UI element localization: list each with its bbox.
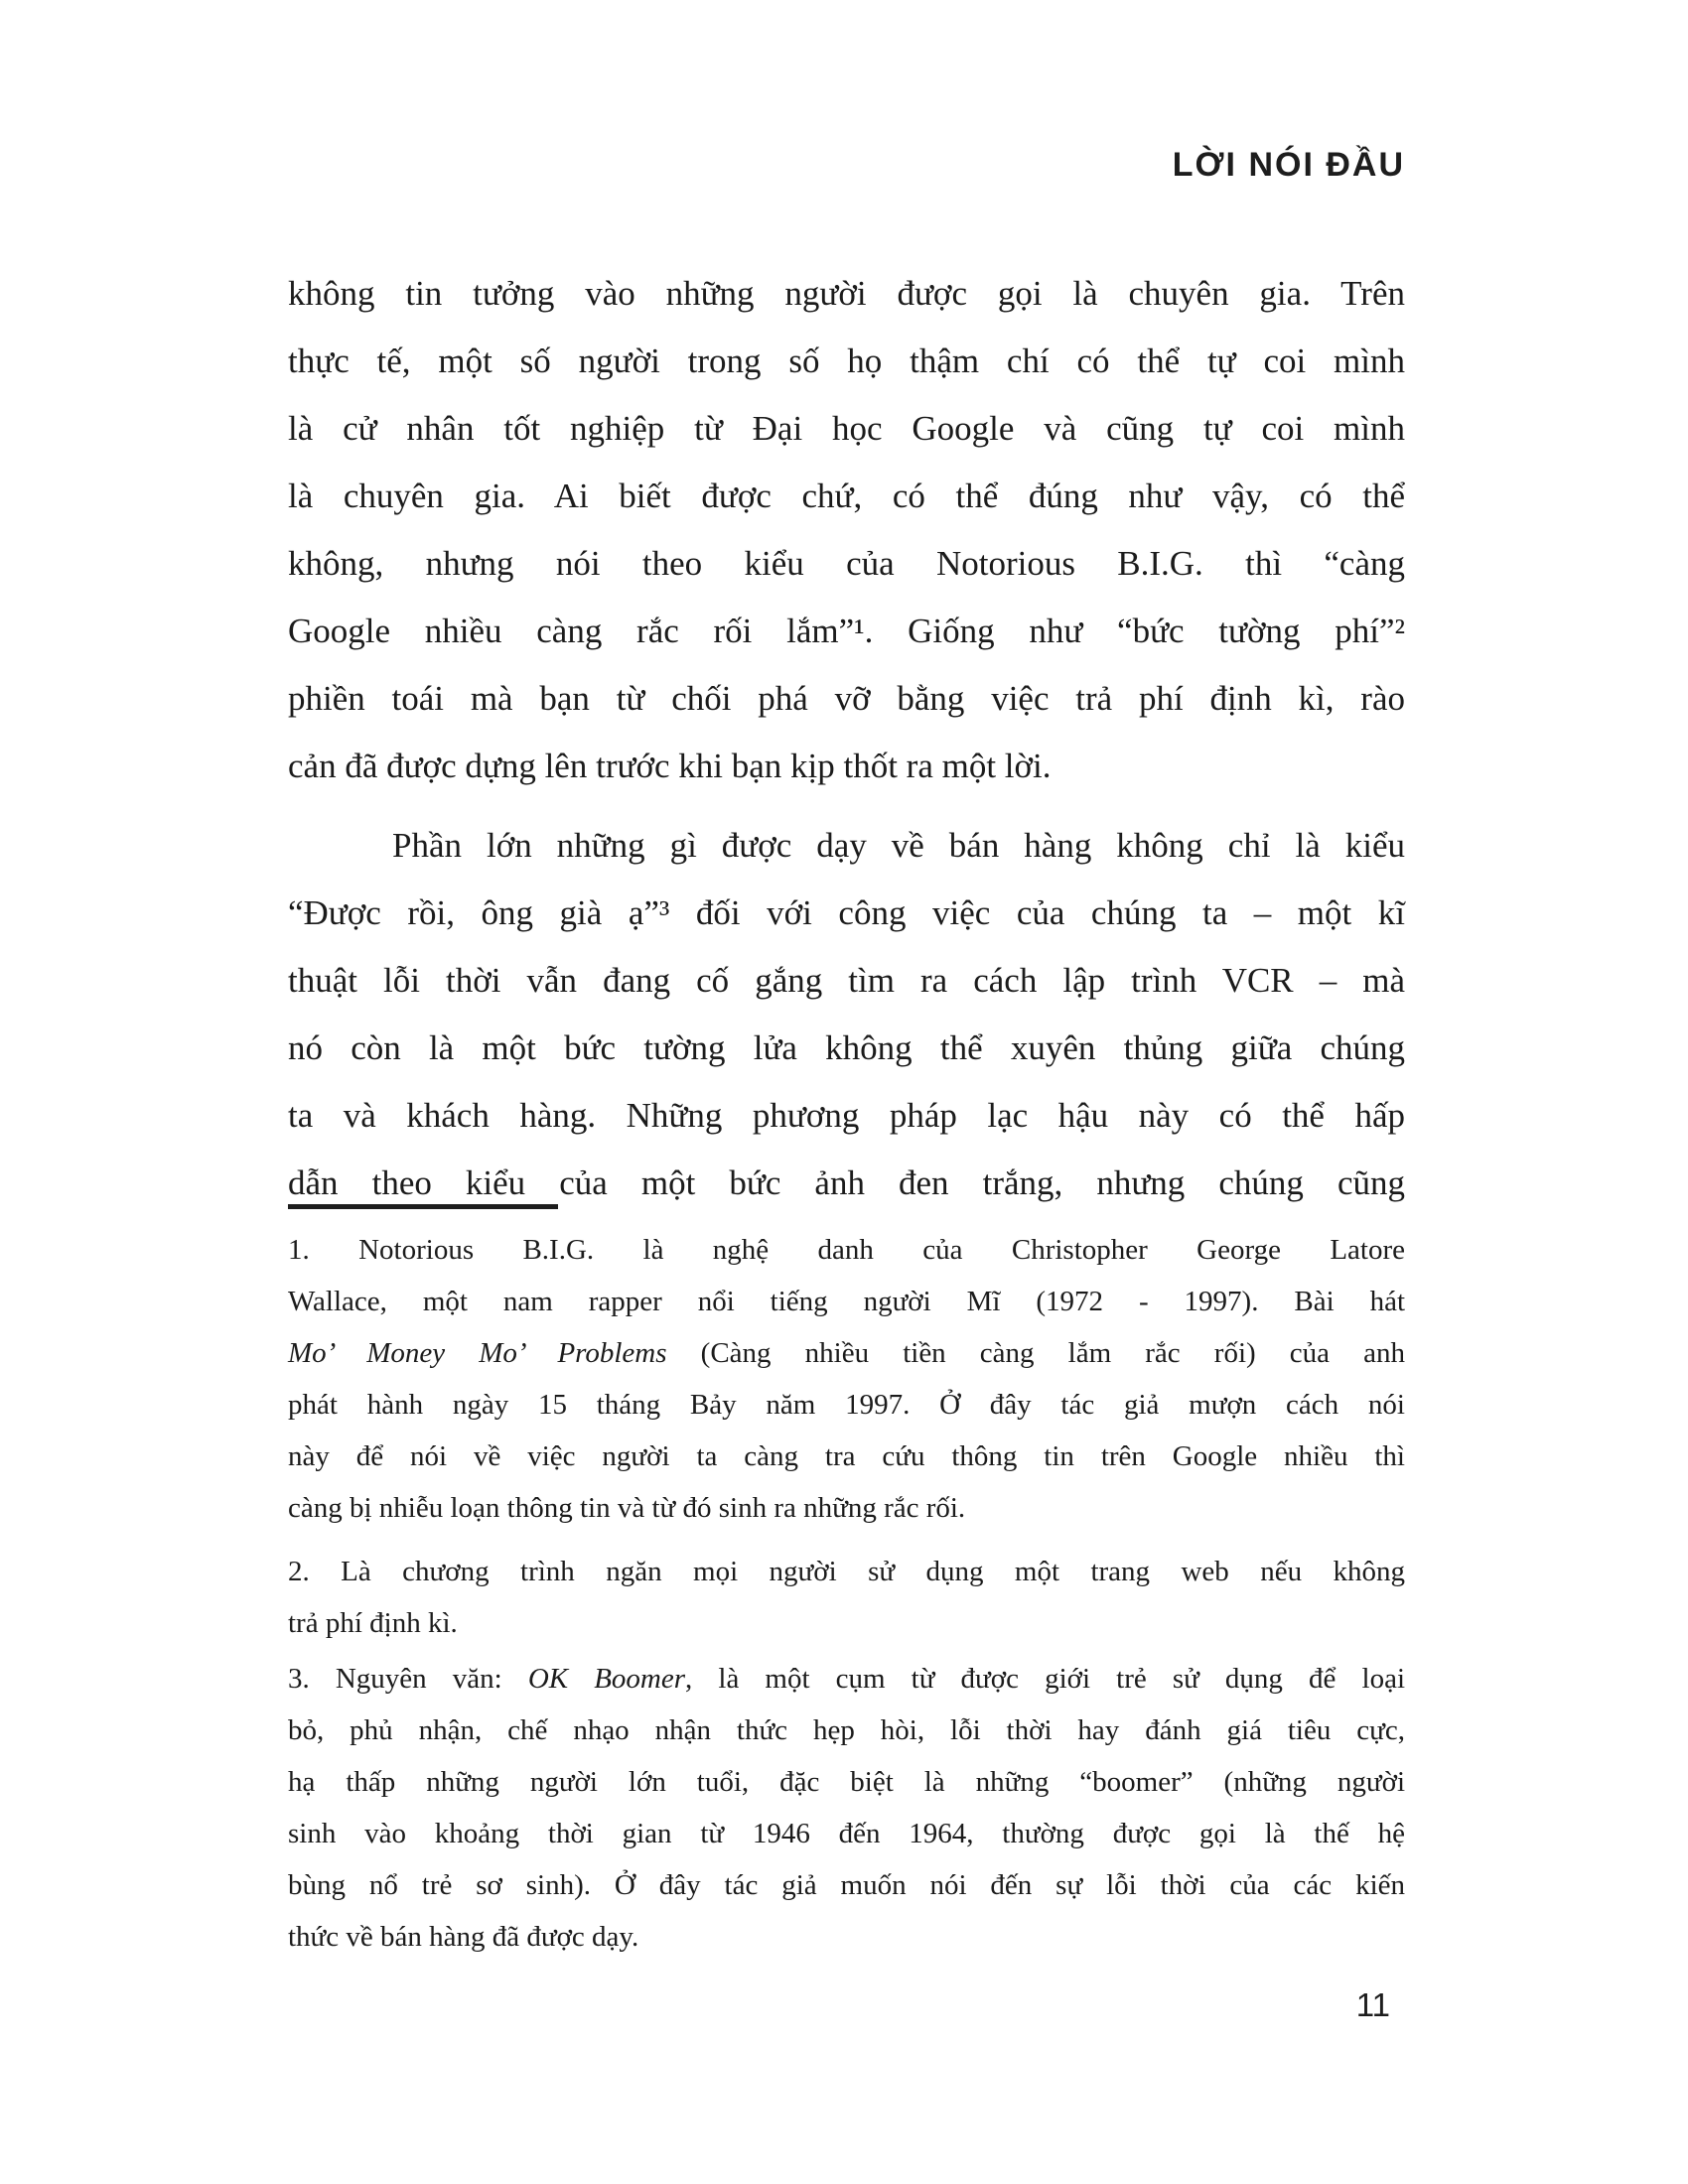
footnote-line: 1. Notorious B.I.G. là nghệ danh của Christopher George Latore [288,1234,1405,1266]
body-line: nó còn là một bức tường lửa không thể xuyên thủng giữa chúng [288,1028,1405,1067]
footnote-line: bùng nổ trẻ sơ sinh). Ở đây tác giả muốn nói đến sự lỗi thời của các kiến [288,1869,1405,1901]
footnote-line [288,1327,1405,1379]
body-line: thuật lỗi thời vẫn đang cố gắng tìm ra cách lập trình VCR – mà [288,961,1405,1000]
body-line: không tin tưởng vào những người được gọi là chuyên gia. Trên [288,274,1405,313]
footnote-line: bỏ, phủ nhận, chế nhạo nhận thức hẹp hòi, lỗi thời hay đánh giá tiêu cực, [288,1714,1405,1746]
text-column [288,0,1405,1963]
body-line: dẫn theo kiểu của một bức ảnh đen trắng, nhưng chúng cũng [288,1163,1405,1202]
footnote-line-text: (Càng nhiều tiền càng lắm rắc rối) của anh [666,1337,1406,1369]
body-line: không, nhưng nói theo kiểu của Notorious B.I.G. thì “càng [288,544,1405,583]
footnote-line: phát hành ngày 15 tháng Bảy năm 1997. Ở đây tác giả mượn cách nói [288,1389,1405,1421]
body-line: phiền toái mà bạn từ chối phá vỡ bằng việc trả phí định kì, rào [288,679,1405,718]
body-line: ta và khách hàng. Những phương pháp lạc hậu này có thể hấp [288,1096,1405,1135]
footnote-line: 2. Là chương trình ngăn mọi người sử dụng một trang web nếu không [288,1556,1405,1587]
footnote-separator [288,1204,558,1209]
footnote-line: thức về bán hàng đã được dạy. [288,1921,639,1953]
footnote-line-text: 3. Nguyên văn: [288,1663,528,1695]
body-line: là cử nhân tốt nghiệp từ Đại học Google và cũng tự coi mình [288,409,1405,448]
page-number: 11 [1355,1986,1390,2023]
body-line: thực tế, một số người trong số họ thậm chí có thể tự coi mình [288,341,1405,380]
footnote-3 [288,1653,1405,1963]
footnote-line: càng bị nhiễu loạn thông tin và từ đó sinh ra những rắc rối. [288,1492,966,1524]
footnote-italic-title: OK Boomer [527,1663,686,1695]
footnote-1 [288,1224,1405,1534]
body-paragraph-1 [288,260,1405,800]
body-paragraph-2 [288,812,1405,1217]
footnote-line-text: , là một cụm từ được giới trẻ sử dụng để loại [685,1663,1405,1695]
footnote-line: sinh vào khoảng thời gian từ 1946 đến 1964, thường được gọi là thế hệ [288,1818,1405,1849]
running-header: LỜI NÓI ĐẦU [1172,146,1405,184]
footnote-line [288,1653,1405,1705]
footnote-line: hạ thấp những người lớn tuổi, đặc biệt là những “boomer” (những người [288,1766,1405,1798]
footnote-line: này để nói về việc người ta càng tra cứu thông tin trên Google nhiều thì [288,1440,1405,1472]
body-line: “Được rồi, ông già ạ”³ đối với công việc của chúng ta – một kĩ [288,893,1405,932]
body-line: cản đã được dựng lên trước khi bạn kịp thốt ra một lời. [288,747,1052,785]
body-line: Google nhiều càng rắc rối lắm”¹. Giống như “bức tường phí”² [288,612,1405,650]
footnote-2 [288,1546,1405,1649]
footnote-italic-title: Mo’ Money Mo’ Problems [288,1337,667,1369]
footnote-line: Wallace, một nam rapper nổi tiếng người Mĩ (1972 - 1997). Bài hát [288,1286,1405,1317]
body-line: Phần lớn những gì được dạy về bán hàng không chỉ là kiểu [392,826,1405,865]
body-line: là chuyên gia. Ai biết được chứ, có thể đúng như vậy, có thể [288,477,1405,515]
footnote-line: trả phí định kì. [288,1607,458,1639]
